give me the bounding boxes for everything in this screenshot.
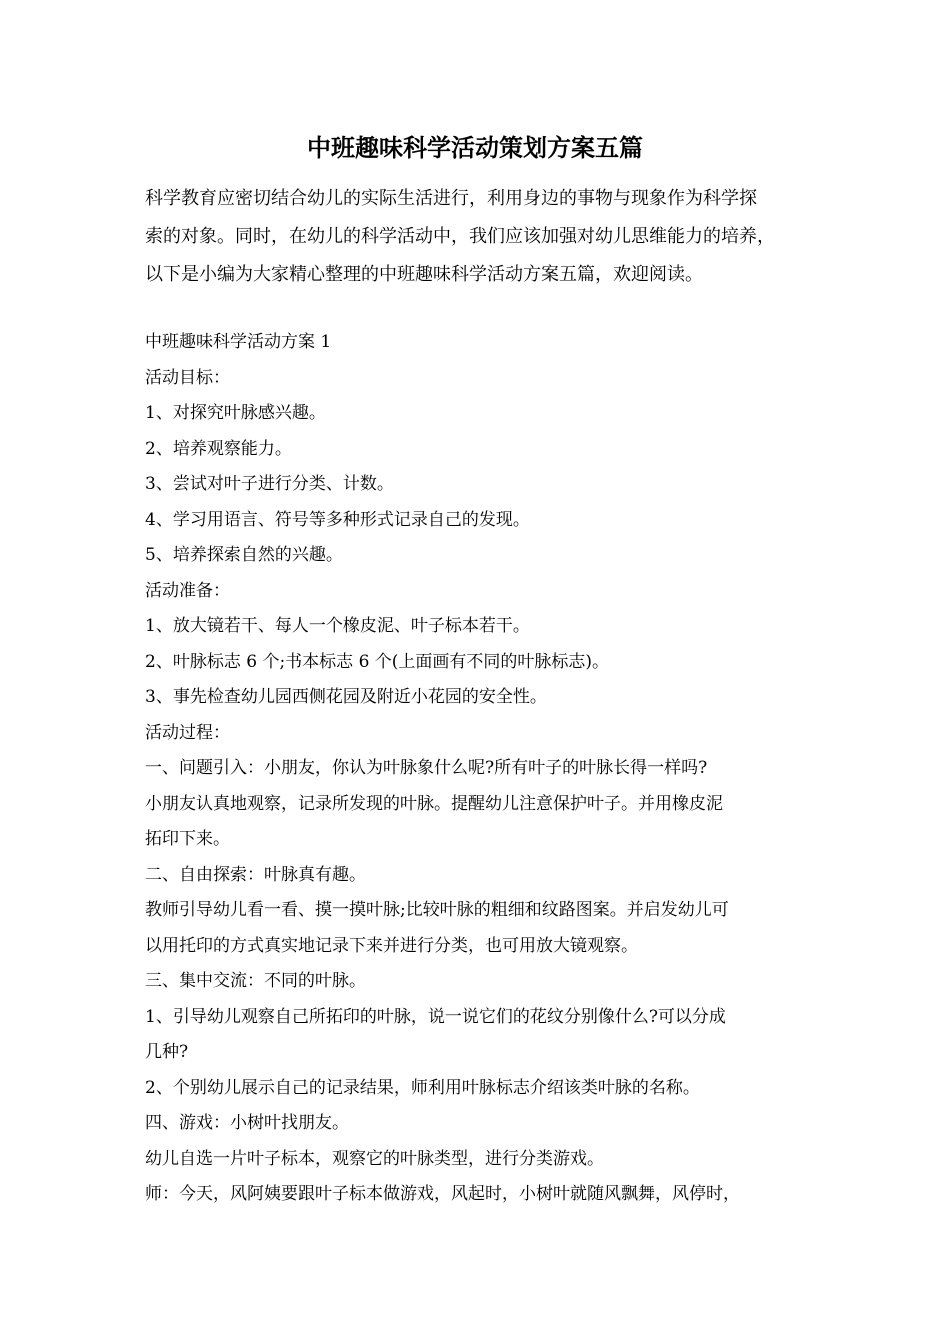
document-body (145, 325, 825, 1213)
subheading: 活动准备： (145, 580, 230, 601)
intro-line: 以下是小编为大家精心整理的中班趣味科学活动方案五篇，欢迎阅读。 (145, 264, 703, 285)
paragraph-line: 拓印下来。 (145, 829, 230, 849)
list-item: 4、学习用语言、符号等多种形式记录自己的发现。 (145, 509, 530, 530)
document-title: 中班趣味科学活动策划方案五篇 (307, 133, 643, 162)
paragraph-line: 二、自由探索：叶脉真有趣。 (145, 864, 366, 885)
subheading: 活动过程： (145, 722, 230, 743)
intro-line: 科学教育应密切结合幼儿的实际生活进行，利用身边的事物与现象作为科学探 (145, 188, 757, 209)
list-item: 1、对探究叶脉感兴趣。 (145, 403, 326, 423)
paragraph-line: 三、集中交流：不同的叶脉。 (145, 971, 366, 991)
paragraph-line: 2、个别幼儿展示自己的记录结果，师利用叶脉标志介绍该类叶脉的名称。 (145, 1077, 700, 1098)
subheading: 活动目标： (145, 367, 230, 388)
list-item: 2、培养观察能力。 (145, 438, 292, 459)
paragraph-line: 小朋友认真地观察，记录所发现的叶脉。提醒幼儿注意保护叶子。并用橡皮泥 (145, 793, 723, 814)
intro-paragraph (145, 180, 825, 294)
paragraph-line: 1、引导幼儿观察自己所拓印的叶脉，说一说它们的花纹分别像什么?可以分成 (145, 1006, 726, 1027)
list-item: 1、放大镜若干、每人一个橡皮泥、叶子标本若干。 (145, 616, 530, 636)
section-heading: 中班趣味科学活动方案 1 (145, 332, 332, 352)
paragraph-line: 教师引导幼儿看一看、摸一摸叶脉;比较叶脉的粗细和纹路图案。并启发幼儿可 (145, 900, 729, 920)
list-item: 5、培养探索自然的兴趣。 (145, 545, 343, 565)
list-item: 2、叶脉标志 6 个;书本标志 6 个(上面画有不同的叶脉标志)。 (145, 651, 610, 672)
paragraph-line: 四、游戏：小树叶找朋友。 (145, 1113, 349, 1133)
paragraph-line: 以用托印的方式真实地记录下来并进行分类，也可用放大镜观察。 (145, 935, 638, 956)
intro-line: 索的对象。同时，在幼儿的科学活动中，我们应该加强对幼儿思维能力的培养， (145, 226, 775, 247)
list-item: 3、事先检查幼儿园西侧花园及附近小花园的安全性。 (145, 687, 547, 707)
paragraph-line: 几种? (145, 1042, 189, 1062)
paragraph-line: 一、问题引入：小朋友，你认为叶脉象什么呢?所有叶子的叶脉长得一样吗? (145, 758, 708, 778)
paragraph-line: 师：今天，风阿姨要跟叶子标本做游戏，风起时，小树叶就随风飘舞，风停时， (145, 1184, 740, 1204)
paragraph-line: 幼儿自选一片叶子标本，观察它的叶脉类型，进行分类游戏。 (145, 1148, 604, 1169)
list-item: 3、尝试对叶子进行分类、计数。 (145, 474, 394, 494)
